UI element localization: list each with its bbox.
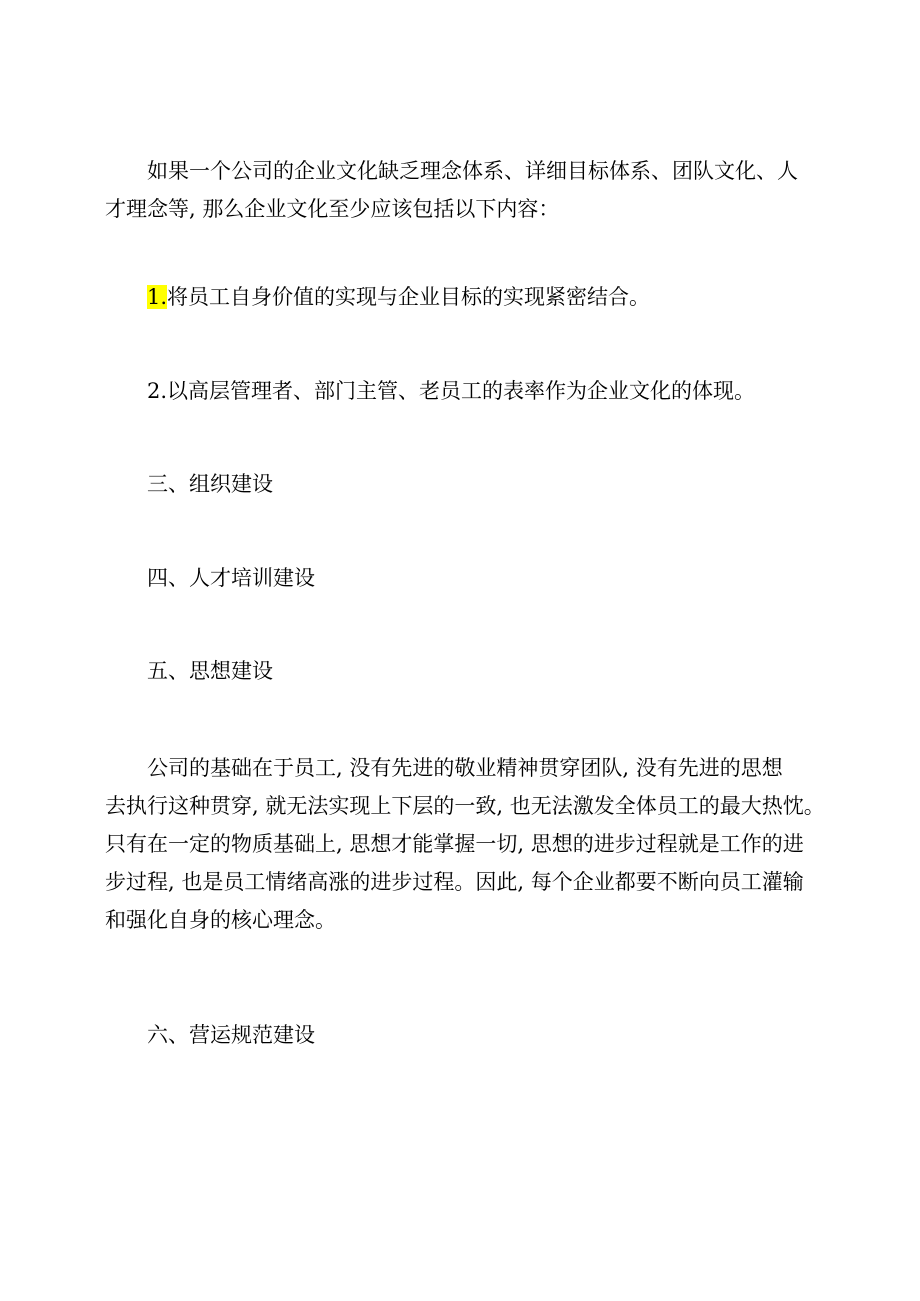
intro-line-1: 如果一个公司的企业文化缺乏理念体系、详细目标体系、团队文化、人 xyxy=(147,159,798,183)
list-item-2 xyxy=(105,372,825,410)
section-heading-4-text: 四、人才培训建设 xyxy=(147,566,315,590)
list-item-1-text: 将员工自身价值的实现与企业目标的实现紧密结合。 xyxy=(167,285,651,309)
section-heading-5 xyxy=(105,652,825,690)
section-heading-5-text: 五、思想建设 xyxy=(147,659,273,683)
body-paragraph xyxy=(105,749,825,939)
section-heading-3 xyxy=(105,465,825,503)
body-line-3: 只有在一定的物质基础上, 思想才能掌握一切, 思想的进步过程就是工作的进 xyxy=(105,832,804,856)
section-heading-6 xyxy=(105,1016,825,1054)
intro-paragraph xyxy=(105,152,825,228)
section-heading-3-text: 三、组织建设 xyxy=(147,472,273,496)
body-line-5: 和强化自身的核心理念。 xyxy=(105,908,336,932)
highlighted-number: 1. xyxy=(147,285,168,309)
list-item-1 xyxy=(105,278,825,316)
list-item-1-line xyxy=(105,278,825,316)
body-line-2: 去执行这种贯穿, 就无法实现上下层的一致, 也无法激发全体员工的最大热忱。 xyxy=(105,794,825,818)
body-line-4: 步过程, 也是员工情绪高涨的进步过程。因此, 每个企业都要不断向员工灌输 xyxy=(105,870,804,894)
section-heading-4 xyxy=(105,559,825,597)
list-item-2-text: 2.以高层管理者、部门主管、老员工的表率作为企业文化的体现。 xyxy=(147,379,756,403)
body-line-1: 公司的基础在于员工, 没有先进的敬业精神贯穿团队, 没有先进的思想 xyxy=(147,756,783,780)
section-heading-6-text: 六、营运规范建设 xyxy=(147,1023,315,1047)
intro-line-2: 才理念等, 那么企业文化至少应该包括以下内容： xyxy=(105,197,560,221)
